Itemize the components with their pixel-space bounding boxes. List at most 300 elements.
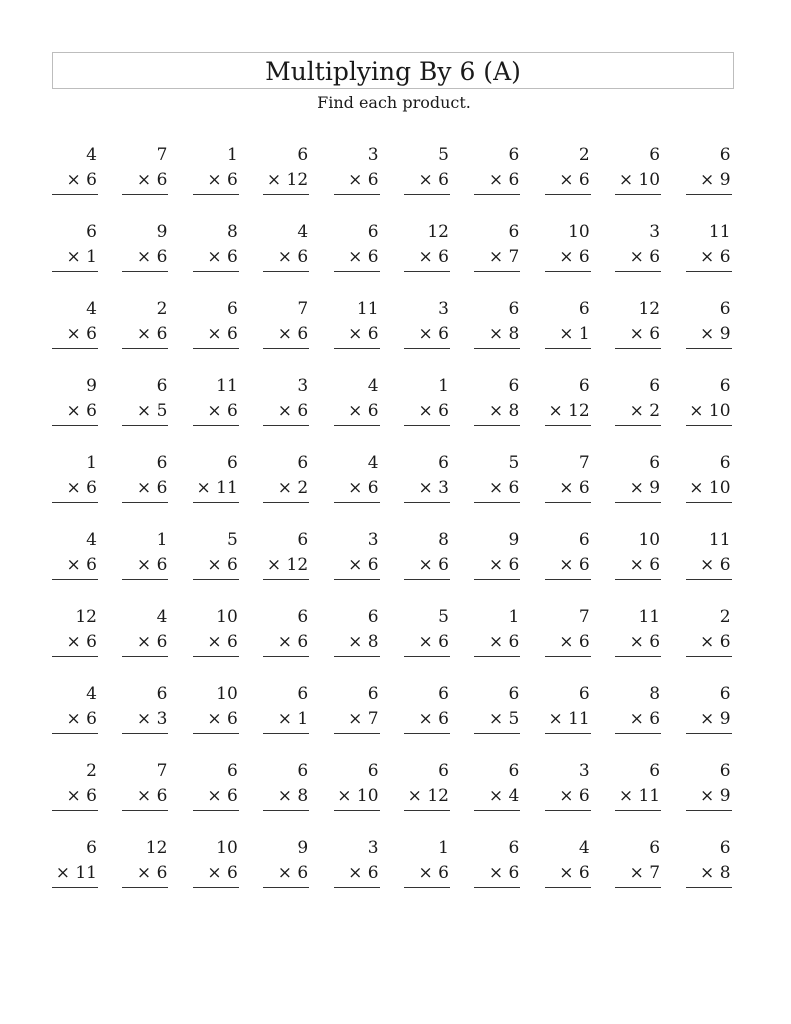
multiplication-problem [686, 605, 732, 652]
multiplication-problem [545, 605, 591, 652]
multiplicand: 2 [86, 761, 97, 781]
multiplication-problem [545, 528, 591, 575]
multiplier: × 6 [122, 630, 168, 657]
multiplication-problem [122, 297, 168, 344]
multiplication-problem [404, 143, 450, 190]
multiplier: × 6 [193, 399, 239, 426]
multiplier: × 9 [686, 784, 732, 811]
multiplicand: 10 [568, 222, 590, 242]
multiplication-problem [474, 374, 520, 421]
multiplier: × 7 [334, 707, 380, 734]
multiplier: × 6 [263, 399, 309, 426]
multiplier: × 6 [474, 168, 520, 195]
multiplicand: 7 [156, 145, 168, 165]
multiplication-problem [545, 220, 591, 267]
multiplicand: 3 [367, 530, 379, 550]
multiplicand: 6 [156, 376, 168, 396]
multiplier: × 5 [122, 399, 168, 426]
multiplicand: 4 [578, 838, 590, 858]
multiplier: × 6 [545, 476, 591, 503]
multiplicand: 6 [719, 376, 731, 396]
multiplication-problem [686, 374, 732, 421]
multiplier: × 6 [193, 322, 239, 349]
multiplicand: 4 [86, 530, 97, 550]
multiplier: × 2 [615, 399, 661, 426]
multiplication-problem [263, 297, 309, 344]
multiplier: × 6 [52, 630, 98, 657]
multiplier: × 6 [404, 707, 450, 734]
multiplicand: 9 [156, 222, 168, 242]
multiplication-problem [263, 682, 309, 729]
multiplicand: 12 [75, 607, 97, 627]
multiplicand: 1 [156, 530, 168, 550]
multiplication-problem [686, 528, 732, 575]
multiplication-problem [404, 605, 450, 652]
multiplier: × 12 [263, 553, 309, 580]
multiplication-problem [122, 220, 168, 267]
multiplier: × 6 [545, 245, 591, 272]
multiplication-problem [615, 759, 661, 806]
multiplication-problem [615, 297, 661, 344]
multiplicand: 6 [578, 299, 590, 319]
multiplier: × 6 [193, 861, 239, 888]
multiplicand: 6 [438, 761, 449, 781]
multiplier: × 2 [263, 476, 309, 503]
multiplication-problem [615, 605, 661, 652]
multiplicand: 6 [719, 684, 731, 704]
multiplier: × 6 [193, 245, 239, 272]
multiplier: × 6 [52, 168, 98, 195]
multiplier: × 6 [334, 476, 380, 503]
multiplication-problem [615, 682, 661, 729]
multiplicand: 10 [638, 530, 661, 550]
multiplication-problem [52, 220, 98, 267]
multiplicand: 6 [226, 453, 238, 473]
multiplication-problem [615, 836, 661, 883]
multiplicand: 6 [508, 222, 520, 242]
multiplier: × 12 [404, 784, 450, 811]
multiplicand: 6 [508, 299, 520, 319]
multiplier: × 6 [334, 553, 380, 580]
multiplication-problem [122, 143, 168, 190]
multiplication-problem [404, 682, 450, 729]
multiplier: × 6 [404, 399, 450, 426]
multiplier: × 6 [404, 322, 450, 349]
multiplication-problem [193, 374, 239, 421]
multiplication-problem [263, 759, 309, 806]
multiplication-problem [193, 682, 239, 729]
multiplier: × 6 [122, 784, 168, 811]
multiplicand: 6 [156, 684, 168, 704]
multiplication-problem [545, 451, 591, 498]
multiplier: × 6 [404, 861, 450, 888]
multiplicand: 6 [226, 299, 238, 319]
multiplicand: 7 [297, 299, 309, 319]
multiplication-problem [193, 605, 239, 652]
multiplier: × 6 [686, 245, 732, 272]
multiplicand: 12 [145, 838, 168, 858]
multiplication-problem [404, 451, 450, 498]
multiplication-problem [263, 836, 309, 883]
multiplier: × 6 [193, 707, 239, 734]
multiplicand: 6 [297, 145, 309, 165]
multiplier: × 6 [615, 553, 661, 580]
multiplicand: 4 [86, 684, 97, 704]
multiplication-problem [615, 528, 661, 575]
multiplicand: 12 [427, 222, 449, 242]
multiplier: × 6 [122, 245, 168, 272]
multiplier: × 6 [52, 707, 98, 734]
multiplicand: 6 [719, 299, 731, 319]
multiplicand: 6 [719, 145, 731, 165]
multiplicand: 11 [708, 222, 731, 242]
multiplier: × 9 [686, 168, 732, 195]
multiplier: × 7 [474, 245, 520, 272]
multiplicand: 3 [578, 761, 590, 781]
multiplier: × 6 [263, 861, 309, 888]
multiplicand: 1 [438, 376, 449, 396]
multiplier: × 3 [122, 707, 168, 734]
multiplier: × 11 [545, 707, 591, 734]
multiplication-problem [52, 759, 98, 806]
multiplication-problem [686, 220, 732, 267]
multiplier: × 8 [474, 322, 520, 349]
multiplication-problem [545, 682, 591, 729]
multiplicand: 10 [216, 607, 238, 627]
multiplication-problem [474, 682, 520, 729]
multiplier: × 10 [686, 476, 732, 503]
multiplication-problem [474, 836, 520, 883]
multiplicand: 8 [226, 222, 238, 242]
multiplier: × 6 [263, 630, 309, 657]
multiplicand: 11 [356, 299, 379, 319]
multiplication-problem [615, 220, 661, 267]
multiplier: × 10 [615, 168, 661, 195]
multiplication-problem [474, 451, 520, 498]
multiplicand: 6 [86, 222, 97, 242]
multiplier: × 6 [193, 168, 239, 195]
multiplicand: 5 [438, 145, 449, 165]
multiplier: × 6 [193, 553, 239, 580]
multiplication-problem [615, 451, 661, 498]
multiplier: × 9 [615, 476, 661, 503]
multiplicand: 1 [86, 453, 97, 473]
worksheet-instructions: Find each product. [317, 93, 471, 112]
multiplicand: 10 [216, 838, 238, 858]
multiplication-problem [52, 682, 98, 729]
multiplicand: 6 [156, 453, 168, 473]
multiplicand: 6 [438, 684, 449, 704]
multiplier: × 6 [334, 245, 380, 272]
multiplicand: 6 [508, 761, 520, 781]
multiplicand: 6 [649, 376, 661, 396]
multiplier: × 9 [686, 707, 732, 734]
multiplicand: 1 [438, 838, 449, 858]
multiplication-problem [122, 836, 168, 883]
multiplicand: 6 [719, 761, 731, 781]
multiplication-problem [545, 297, 591, 344]
multiplication-problem [263, 374, 309, 421]
multiplicand: 2 [156, 299, 168, 319]
multiplicand: 4 [156, 607, 168, 627]
multiplicand: 6 [297, 453, 309, 473]
multiplicand: 6 [367, 222, 379, 242]
multiplication-problem [686, 451, 732, 498]
multiplier: × 6 [193, 784, 239, 811]
multiplicand: 8 [438, 530, 449, 550]
multiplicand: 3 [367, 145, 379, 165]
multiplication-problem [122, 528, 168, 575]
multiplier: × 6 [122, 861, 168, 888]
multiplier: × 4 [474, 784, 520, 811]
multiplier: × 6 [686, 553, 732, 580]
multiplier: × 12 [263, 168, 309, 195]
multiplication-problem [193, 220, 239, 267]
multiplicand: 2 [719, 607, 731, 627]
multiplication-problem [686, 682, 732, 729]
multiplicand: 11 [708, 530, 731, 550]
multiplier: × 6 [122, 322, 168, 349]
multiplicand: 6 [649, 453, 661, 473]
multiplier: × 8 [474, 399, 520, 426]
multiplication-problem [545, 374, 591, 421]
multiplicand: 3 [367, 838, 379, 858]
multiplier: × 6 [263, 245, 309, 272]
multiplier: × 6 [122, 476, 168, 503]
multiplicand: 4 [367, 453, 379, 473]
multiplication-problem [122, 759, 168, 806]
multiplicand: 3 [649, 222, 661, 242]
multiplier: × 6 [545, 861, 591, 888]
multiplication-problem [686, 143, 732, 190]
multiplicand: 6 [578, 684, 590, 704]
multiplication-problem [334, 374, 380, 421]
multiplication-problem [474, 220, 520, 267]
multiplication-problem [334, 682, 380, 729]
multiplication-problem [334, 297, 380, 344]
multiplication-problem [686, 759, 732, 806]
multiplier: × 6 [334, 168, 380, 195]
multiplier: × 6 [334, 861, 380, 888]
multiplicand: 6 [297, 761, 309, 781]
multiplication-problem [52, 528, 98, 575]
multiplication-problem [52, 451, 98, 498]
multiplicand: 7 [578, 607, 590, 627]
multiplier: × 6 [404, 630, 450, 657]
multiplier: × 6 [474, 476, 520, 503]
multiplication-problem [404, 374, 450, 421]
multiplier: × 6 [404, 245, 450, 272]
multiplier: × 10 [686, 399, 732, 426]
multiplication-problem [263, 528, 309, 575]
multiplication-problem [686, 297, 732, 344]
multiplicand: 4 [86, 299, 97, 319]
multiplicand: 5 [226, 530, 238, 550]
multiplication-problem [122, 605, 168, 652]
multiplication-problem [122, 451, 168, 498]
multiplier: × 6 [686, 630, 732, 657]
multiplier: × 5 [474, 707, 520, 734]
multiplicand: 6 [649, 145, 661, 165]
multiplicand: 11 [638, 607, 661, 627]
multiplier: × 6 [615, 322, 661, 349]
multiplier: × 11 [615, 784, 661, 811]
multiplier: × 6 [474, 553, 520, 580]
multiplier: × 6 [52, 553, 98, 580]
problem-grid [52, 143, 736, 883]
multiplicand: 3 [438, 299, 449, 319]
multiplication-problem [52, 836, 98, 883]
multiplier: × 11 [52, 861, 98, 888]
multiplicand: 9 [297, 838, 309, 858]
multiplier: × 3 [404, 476, 450, 503]
multiplicand: 6 [86, 838, 97, 858]
multiplication-problem [334, 220, 380, 267]
multiplication-problem [545, 759, 591, 806]
multiplicand: 6 [578, 376, 590, 396]
multiplication-problem [615, 143, 661, 190]
multiplier: × 6 [615, 245, 661, 272]
multiplication-problem [122, 682, 168, 729]
multiplication-problem [52, 605, 98, 652]
worksheet-title: Multiplying By 6 (A) [52, 52, 734, 89]
multiplier: × 1 [545, 322, 591, 349]
multiplier: × 1 [263, 707, 309, 734]
multiplier: × 6 [474, 861, 520, 888]
multiplier: × 6 [615, 707, 661, 734]
multiplication-problem [334, 759, 380, 806]
multiplication-problem [686, 836, 732, 883]
multiplication-problem [193, 143, 239, 190]
multiplication-problem [193, 451, 239, 498]
multiplicand: 5 [438, 607, 449, 627]
multiplication-problem [474, 297, 520, 344]
multiplication-problem [122, 374, 168, 421]
multiplier: × 7 [615, 861, 661, 888]
multiplication-problem [545, 143, 591, 190]
multiplicand: 6 [508, 838, 520, 858]
multiplier: × 6 [122, 553, 168, 580]
multiplicand: 4 [86, 145, 97, 165]
multiplicand: 6 [367, 684, 379, 704]
multiplicand: 12 [638, 299, 661, 319]
multiplicand: 11 [216, 376, 238, 396]
multiplicand: 6 [367, 761, 379, 781]
multiplicand: 6 [649, 761, 661, 781]
multiplier: × 6 [545, 168, 591, 195]
multiplicand: 6 [508, 376, 520, 396]
multiplication-problem [263, 220, 309, 267]
multiplier: × 6 [334, 322, 380, 349]
multiplicand: 2 [578, 145, 590, 165]
multiplier: × 10 [334, 784, 380, 811]
multiplicand: 7 [578, 453, 590, 473]
multiplication-problem [615, 374, 661, 421]
multiplication-problem [404, 297, 450, 344]
multiplier: × 6 [263, 322, 309, 349]
multiplicand: 8 [649, 684, 661, 704]
multiplication-problem [263, 451, 309, 498]
multiplier: × 12 [545, 399, 591, 426]
multiplier: × 6 [52, 399, 98, 426]
multiplicand: 4 [297, 222, 309, 242]
multiplier: × 6 [615, 630, 661, 657]
multiplicand: 6 [719, 453, 731, 473]
multiplicand: 1 [226, 145, 238, 165]
multiplier: × 6 [193, 630, 239, 657]
multiplication-problem [545, 836, 591, 883]
multiplication-problem [334, 836, 380, 883]
multiplier: × 8 [686, 861, 732, 888]
multiplicand: 6 [297, 607, 309, 627]
multiplicand: 9 [508, 530, 520, 550]
multiplier: × 6 [404, 553, 450, 580]
multiplication-problem [404, 528, 450, 575]
multiplier: × 8 [334, 630, 380, 657]
multiplication-problem [52, 143, 98, 190]
multiplication-problem [334, 605, 380, 652]
multiplication-problem [193, 297, 239, 344]
multiplication-problem [474, 143, 520, 190]
multiplier: × 6 [474, 630, 520, 657]
multiplication-problem [52, 374, 98, 421]
multiplication-problem [334, 143, 380, 190]
multiplicand: 7 [156, 761, 168, 781]
multiplier: × 6 [122, 168, 168, 195]
multiplication-problem [404, 836, 450, 883]
multiplicand: 4 [367, 376, 379, 396]
multiplicand: 1 [508, 607, 520, 627]
multiplication-problem [334, 451, 380, 498]
multiplier: × 6 [334, 399, 380, 426]
multiplication-problem [193, 759, 239, 806]
multiplication-problem [263, 605, 309, 652]
multiplication-problem [52, 297, 98, 344]
multiplicand: 9 [86, 376, 97, 396]
multiplication-problem [474, 528, 520, 575]
multiplicand: 6 [649, 838, 661, 858]
multiplier: × 6 [404, 168, 450, 195]
multiplicand: 6 [508, 145, 520, 165]
multiplication-problem [474, 759, 520, 806]
multiplier: × 6 [52, 784, 98, 811]
multiplication-problem [334, 528, 380, 575]
multiplication-problem [404, 759, 450, 806]
multiplier: × 6 [545, 630, 591, 657]
multiplicand: 5 [508, 453, 520, 473]
multiplication-problem [263, 143, 309, 190]
multiplier: × 11 [193, 476, 239, 503]
multiplicand: 6 [578, 530, 590, 550]
multiplier: × 9 [686, 322, 732, 349]
multiplicand: 10 [216, 684, 238, 704]
multiplicand: 6 [226, 761, 238, 781]
multiplication-problem [404, 220, 450, 267]
multiplication-problem [193, 528, 239, 575]
multiplier: × 6 [52, 476, 98, 503]
multiplicand: 6 [297, 684, 309, 704]
multiplicand: 6 [297, 530, 309, 550]
multiplicand: 6 [719, 838, 731, 858]
multiplier: × 8 [263, 784, 309, 811]
multiplicand: 6 [438, 453, 449, 473]
multiplication-problem [474, 605, 520, 652]
multiplication-problem [193, 836, 239, 883]
multiplicand: 3 [297, 376, 309, 396]
multiplicand: 6 [367, 607, 379, 627]
multiplier: × 1 [52, 245, 98, 272]
multiplier: × 6 [545, 784, 591, 811]
